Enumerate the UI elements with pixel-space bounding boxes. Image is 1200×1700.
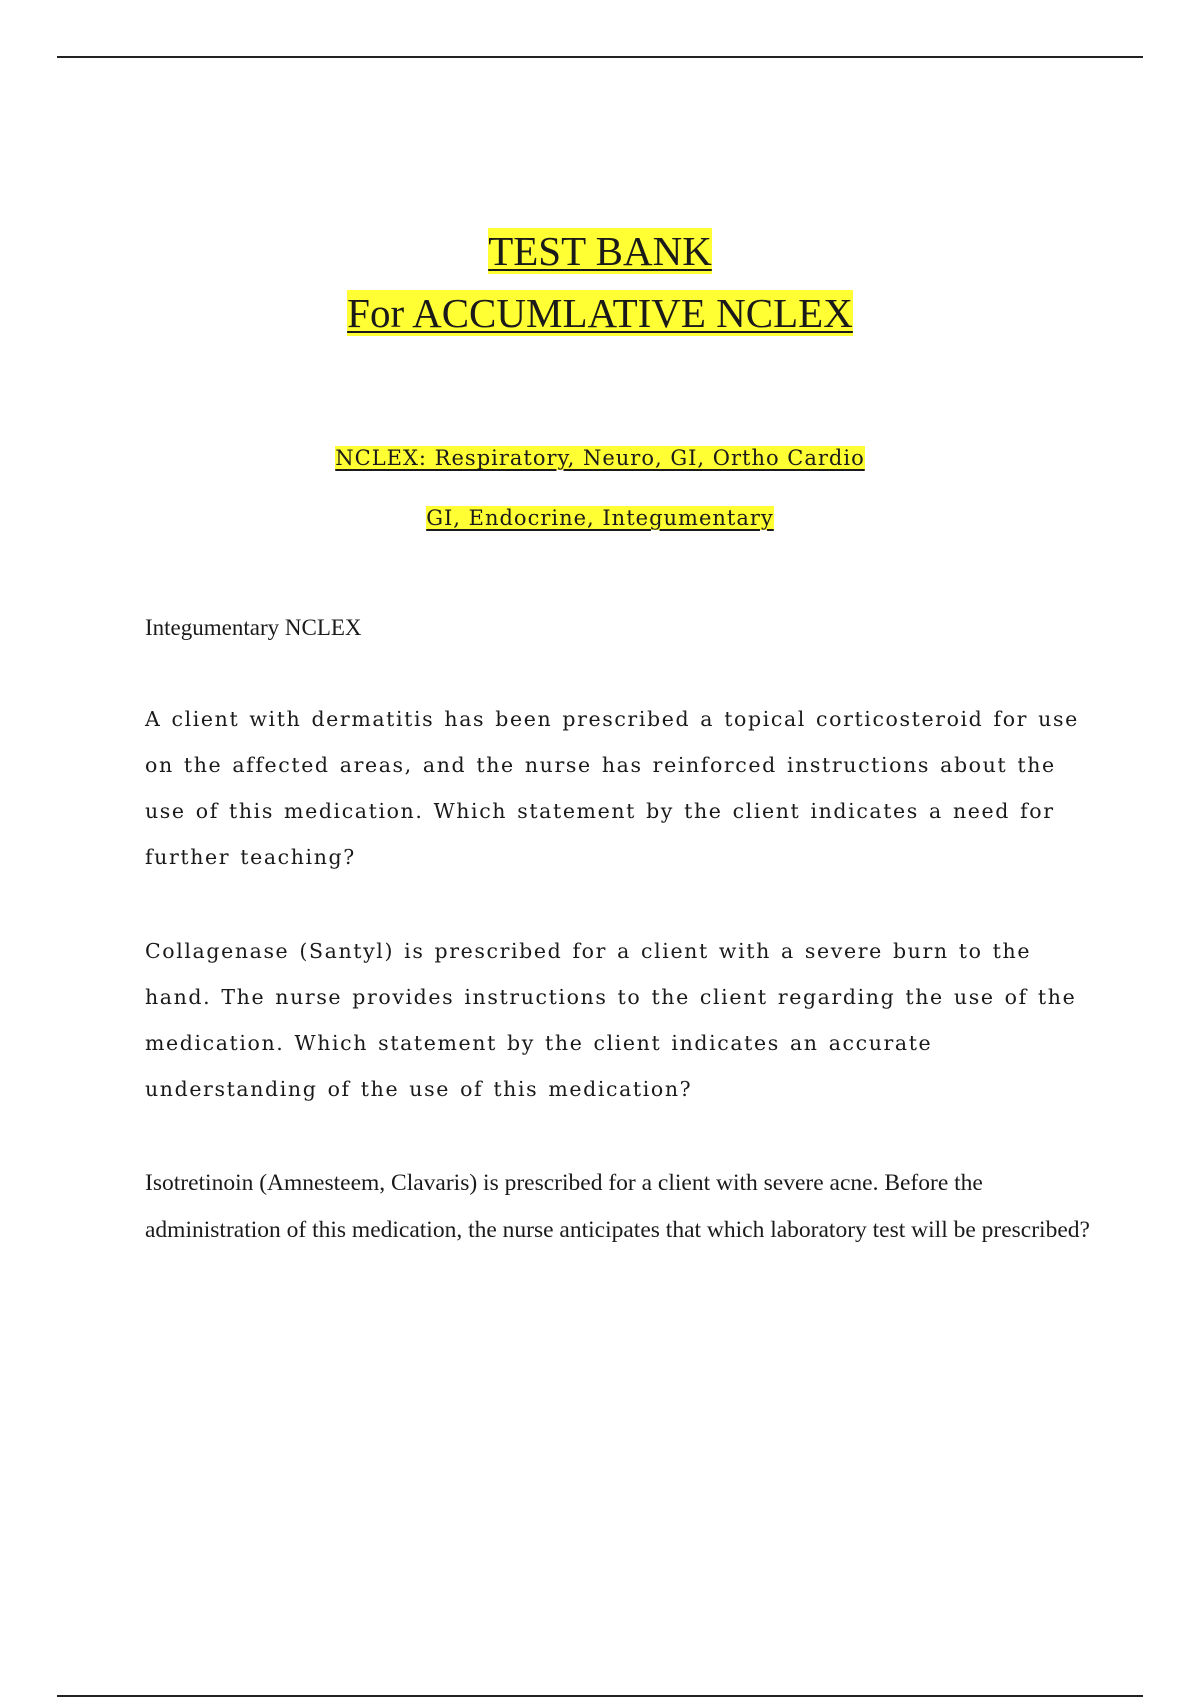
question-2: Collagenase (Santyl) is prescribed for a client with a severe burn to the hand. The nurse provides instructions to the client regarding the use of the medication. Which statement by the client indicates an accurate understanding of the use of this medication? [145,939,1077,1101]
question-1: A client with dermatitis has been prescribed a topical corticosteroid for use on the affected areas, and the nurse has reinforced instructions about the use of this medication. Which statement by the client indicates a need for further teaching? [145,707,1079,869]
title-line-1: TEST BANK [488,228,712,274]
document-subtitle [0,428,1200,548]
document-body [145,610,1090,1302]
subtitle-line-1: NCLEX: Respiratory, Neuro, GI, Ortho Cardio [335,446,865,470]
title-line-2: For ACCUMLATIVE NCLEX [347,290,853,336]
top-rule [57,56,1143,58]
question-3: Isotretinoin (Amnesteem, Clavaris) is prescribed for a client with severe acne. Before the administration of this medication, the nurse anticipates that which laboratory test will be prescribed? [145,1170,1090,1243]
document-title [0,220,1200,344]
section-heading: Integumentary NCLEX [145,615,362,640]
bottom-rule [57,1695,1143,1697]
subtitle-line-2: GI, Endocrine, Integumentary [426,506,774,530]
